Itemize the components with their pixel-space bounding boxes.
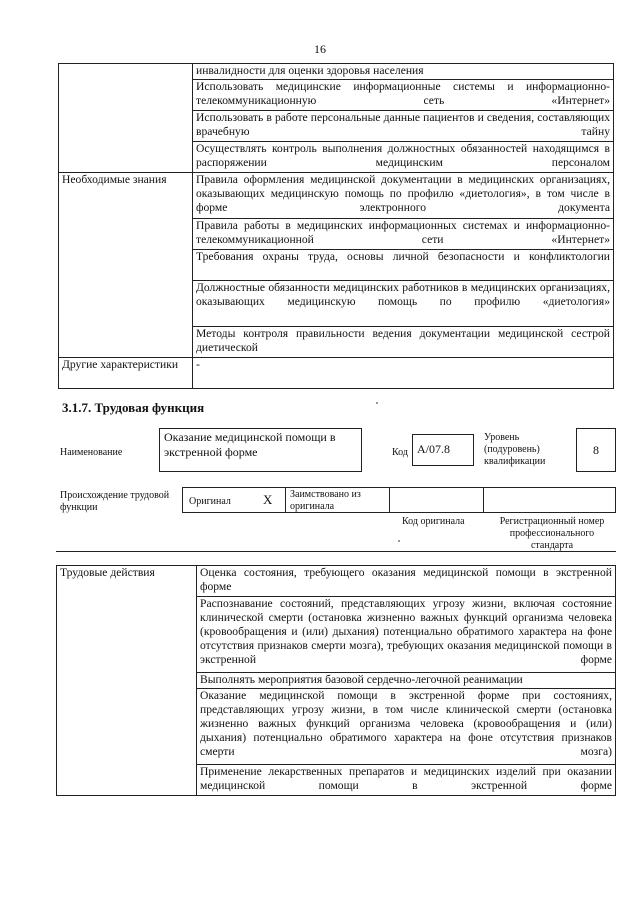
borrowed-cell	[286, 487, 390, 513]
row-text: -	[193, 358, 614, 389]
row-text: Правила работы в медицинских информационных системах и информационно-телекоммуникационной сети «Интернет»	[193, 219, 614, 250]
row-text: Применение лекарственных препаратов и медицинских изделий при оказании медицинской помощи в экстренной форме	[197, 765, 616, 796]
row-text: Использовать в работе персональные данные пациентов и сведения, составляющих врачебную тайну	[193, 111, 614, 142]
reg-number-label: Регистрационный номер профессионального стандарта	[499, 516, 605, 551]
row-text: Требования охраны труда, основы личной безопасности и конфликтологии	[193, 250, 614, 281]
scan-speck	[376, 402, 378, 404]
page-number: 16	[314, 42, 326, 56]
row-text: Осуществлять контроль выполнения должностных обязанностей находящимся в распоряжении медицинским персоналом	[193, 142, 614, 173]
origin-label: Происхождение трудовой функции	[60, 490, 170, 513]
skills-knowledge-table	[58, 63, 614, 389]
code-original-cell	[390, 487, 484, 513]
scan-speck	[398, 540, 400, 542]
row-label: Трудовые действия	[57, 566, 197, 796]
row-text: Методы контроля правильности ведения документации медицинской сестрой диетической	[193, 327, 614, 358]
row-text: Правила оформления медицинской документации в медицинских организациях, оказывающих медицинскую помощь по профилю «диетология», в том числе в форме электронного документа	[193, 173, 614, 219]
table-row	[59, 64, 614, 80]
level-label: Уровень (подуровень) квалификации	[484, 432, 546, 467]
code-label: Код	[392, 447, 408, 458]
row-text: Должностные обязанности медицинских работников в медицинских организациях, оказывающих медицинскую помощь по профилю «диетология»	[193, 281, 614, 327]
name-label: Наименование	[60, 447, 123, 458]
row-label: Другие характеристики	[59, 358, 193, 389]
original-label: Оригинал	[189, 496, 231, 507]
table-row	[57, 566, 616, 597]
original-cell	[182, 487, 286, 513]
row-text: инвалидности для оценки здоровья населения	[193, 64, 614, 80]
level-box: 8	[576, 428, 616, 472]
original-mark: X	[263, 492, 273, 507]
code-box: А/07.8	[412, 434, 474, 466]
row-label	[59, 64, 193, 173]
code-original-label: Код оригинала	[402, 516, 465, 527]
divider	[56, 551, 616, 552]
row-text: Оказание медицинской помощи в экстренной форме при состояниях, представляющих угрозу жизни, в том числе клинической смерти (остановка жизненно важных функций организма человека (кровообращения и (или) дыхания) потенциально обратимого характера на фоне отсутствия признаков смерти мозга)	[197, 689, 616, 765]
row-text: Распознавание состояний, представляющих угрозу жизни, включая состояние клинической смерти (остановка жизненно важных функций организма человека (кровообращения и (или) дыхания) потенциально обратимого характера на фоне отсутствия признаков смерти мозга), требующих оказания медицинской помощи в экстренной форме	[197, 597, 616, 673]
row-text: Выполнять мероприятия базовой сердечно-легочной реанимации	[197, 673, 616, 689]
labor-actions-table	[56, 565, 616, 796]
table-row	[59, 173, 614, 219]
borrowed-label: Заимствовано из оригинала	[290, 489, 361, 512]
row-text: Использовать медицинские информационные системы и информационно-телекоммуникационную сеть «Интернет»	[193, 80, 614, 111]
function-name-box: Оказание медицинской помощи в экстренной форме	[159, 428, 362, 472]
row-text: Оценка состояния, требующего оказания медицинской помощи в экстренной форме	[197, 566, 616, 597]
section-title: 3.1.7. Трудовая функция	[62, 400, 205, 415]
row-label: Необходимые знания	[59, 173, 193, 358]
table-row	[59, 358, 614, 389]
reg-number-cell	[484, 487, 616, 513]
